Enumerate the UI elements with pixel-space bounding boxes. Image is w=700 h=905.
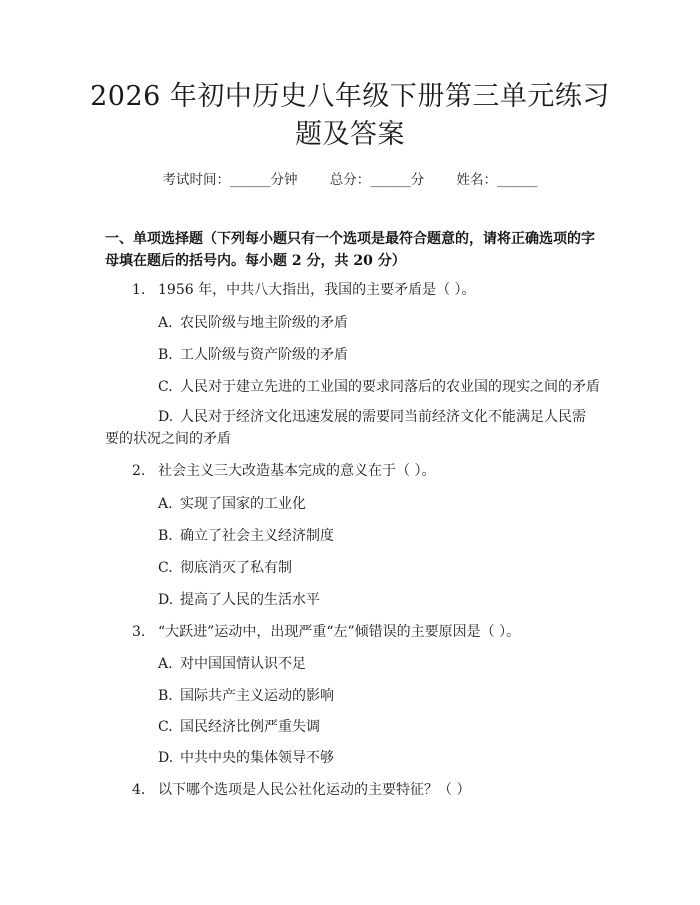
question-text: 1956 年，中共八大指出，我国的主要矛盾是（ ）。: [158, 282, 476, 298]
exam-time: 考试时间：______分钟: [162, 172, 298, 188]
option-text: 农民阶级与地主阶级的矛盾: [180, 315, 348, 331]
question: [132, 622, 520, 642]
question-number: 3.: [132, 624, 146, 640]
option-letter: B.: [158, 347, 173, 363]
option-letter: C.: [158, 719, 173, 735]
option: [158, 748, 334, 768]
exam-meta: [0, 168, 700, 188]
exam-score: 总分：______分: [329, 172, 425, 188]
option: [158, 654, 306, 674]
option: [158, 717, 320, 737]
question-text: 以下哪个选项是人民公社化运动的主要特征？（ ）: [158, 782, 471, 798]
option-text: 国民经济比例严重失调: [180, 719, 320, 735]
question-number: 4.: [132, 782, 146, 798]
option: [158, 686, 334, 706]
option-text: 工人阶级与资产阶级的矛盾: [180, 347, 348, 363]
option-text: 人民对于经济文化迅速发展的需要同当前经济文化不能满足人民需要的状况之间的矛盾: [105, 409, 586, 447]
option: [158, 313, 348, 333]
option-letter: A.: [158, 656, 173, 672]
question-text: 社会主义三大改造基本完成的意义在于（ ）。: [158, 463, 436, 479]
exam-name: 姓名：______: [456, 172, 538, 188]
option: [158, 345, 348, 365]
option-letter: A.: [158, 315, 173, 331]
section-heading: 一、单项选择题（下列每小题只有一个选项是最符合题意的，请将正确选项的字母填在题后的括号内。每小题 2 分，共 20 分）: [105, 231, 595, 269]
page-title: 2026 年初中历史八年级下册第三单元练习题及答案: [90, 81, 610, 150]
option-letter: B.: [158, 528, 173, 544]
option: [158, 526, 334, 546]
option-text: 人民对于建立先进的工业国的要求同落后的农业国的现实之间的矛盾: [180, 379, 600, 395]
option-text: 确立了社会主义经济制度: [180, 528, 334, 544]
question-number: 1.: [132, 282, 146, 298]
option: [158, 494, 306, 514]
option-text: 实现了国家的工业化: [180, 496, 306, 512]
option: [158, 377, 600, 397]
option-text: 提高了人民的生活水平: [180, 592, 320, 608]
question-text: “大跃进”运动中，出现严重“左”倾错误的主要原因是（ ）。: [158, 624, 521, 640]
question: [132, 780, 470, 800]
option-letter: A.: [158, 496, 173, 512]
option-letter: D.: [158, 592, 174, 608]
option-text: 国际共产主义运动的影响: [180, 688, 334, 704]
question-number: 2.: [132, 463, 146, 479]
option: [158, 558, 292, 578]
option-text: 中共中央的集体领导不够: [180, 750, 334, 766]
option-letter: C.: [158, 379, 173, 395]
option-letter: B.: [158, 688, 173, 704]
option-letter: D.: [158, 409, 174, 425]
question: [132, 280, 476, 300]
option-letter: C.: [158, 560, 173, 576]
option: [158, 590, 320, 610]
question: [132, 461, 435, 481]
option-letter: D.: [158, 750, 174, 766]
option-text: 对中国国情认识不足: [180, 656, 306, 672]
option-text: 彻底消灭了私有制: [180, 560, 292, 576]
option: [105, 406, 595, 450]
